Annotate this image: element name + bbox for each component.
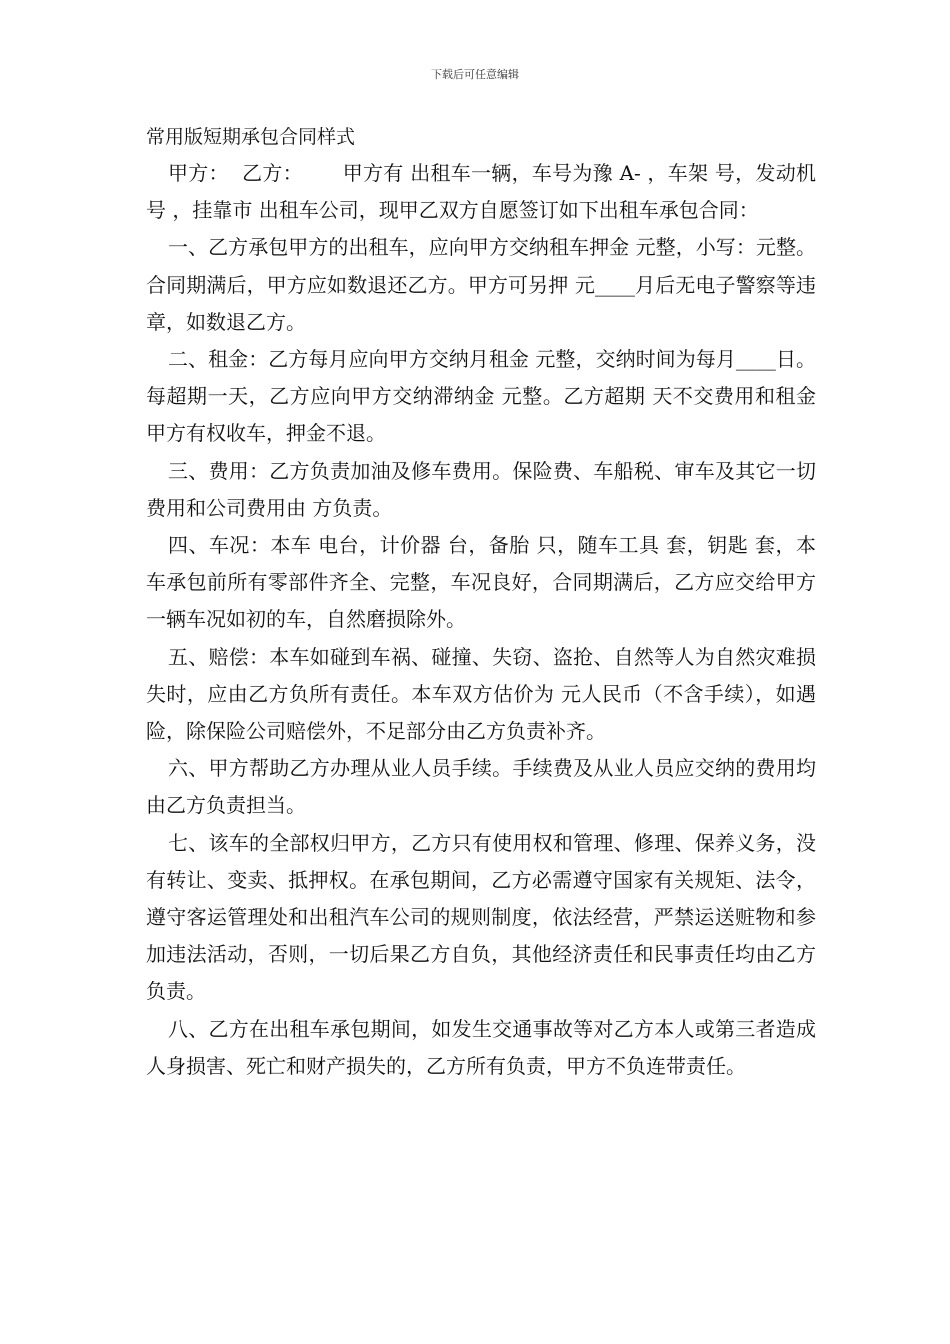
document-title: 常用版短期承包合同样式 [146,126,356,148]
contract-clause-6: 六、甲方帮助乙方办理从业人员手续。手续费及从业人员应交纳的费用均由乙方负责担当。 [146,756,816,818]
contract-clause-7: 七、该车的全部权归甲方，乙方只有使用权和管理、修理、保养义务，没有转让、变卖、抵押权。在承包期间，乙方必需遵守国家有关规矩、法令，遵守客运管理处和出租汽车公司的规则制度，依法经营，严禁运送赃物和参加违法活动，否则，一切后果乙方自负，其他经济责任和民事责任均由乙方负责。 [146,830,816,1004]
contract-clause-1: 一、乙方承包甲方的出租车，应向甲方交纳租车押金 元整，小写：元整。合同期满后，甲方应如数退还乙方。甲方可另押 元____月后无电子警察等违章，如数退乙方。 [146,235,816,334]
contract-paragraph-parties: 甲方： 乙方： 甲方有 出租车一辆，车号为豫 A- ，车架 号，发动机号 ，挂靠市 出租车公司，现甲乙双方自愿签订如下出租车承包合同： [146,161,816,223]
contract-clause-5: 五、赔偿：本车如碰到车祸、碰撞、失窃、盗抢、自然等人为自然灾难损失时，应由乙方负所有责任。本车双方估价为 元人民币（不含手续），如遇险，除保险公司赔偿外，不足部分由乙方负责补齐。 [146,644,816,744]
contract-clause-8: 八、乙方在出租车承包期间，如发生交通事故等对乙方本人或第三者造成人身损害、死亡和财产损失的，乙方所有负责，甲方不负连带责任。 [146,1016,816,1078]
contract-clause-4: 四、车况：本车 电台，计价器 台，备胎 只，随车工具 套，钥匙 套，本车承包前所有零部件齐全、完整，车况良好，合同期满后，乙方应交给甲方一辆车况如初的车，自然磨损除外。 [146,533,816,632]
contract-clause-3: 三、费用：乙方负责加油及修车费用。保险费、车船税、审车及其它一切费用和公司费用由 方负责。 [146,458,816,520]
page-header-note: 下载后可任意编辑 [431,68,519,81]
contract-body [146,155,816,1085]
contract-clause-2: 二、租金：乙方每月应向甲方交纳月租金 元整，交纳时间为每月____日。每超期一天，乙方应向甲方交纳滞纳金 元整。乙方超期 天不交费用和租金甲方有权收车，押金不退。 [146,347,816,446]
